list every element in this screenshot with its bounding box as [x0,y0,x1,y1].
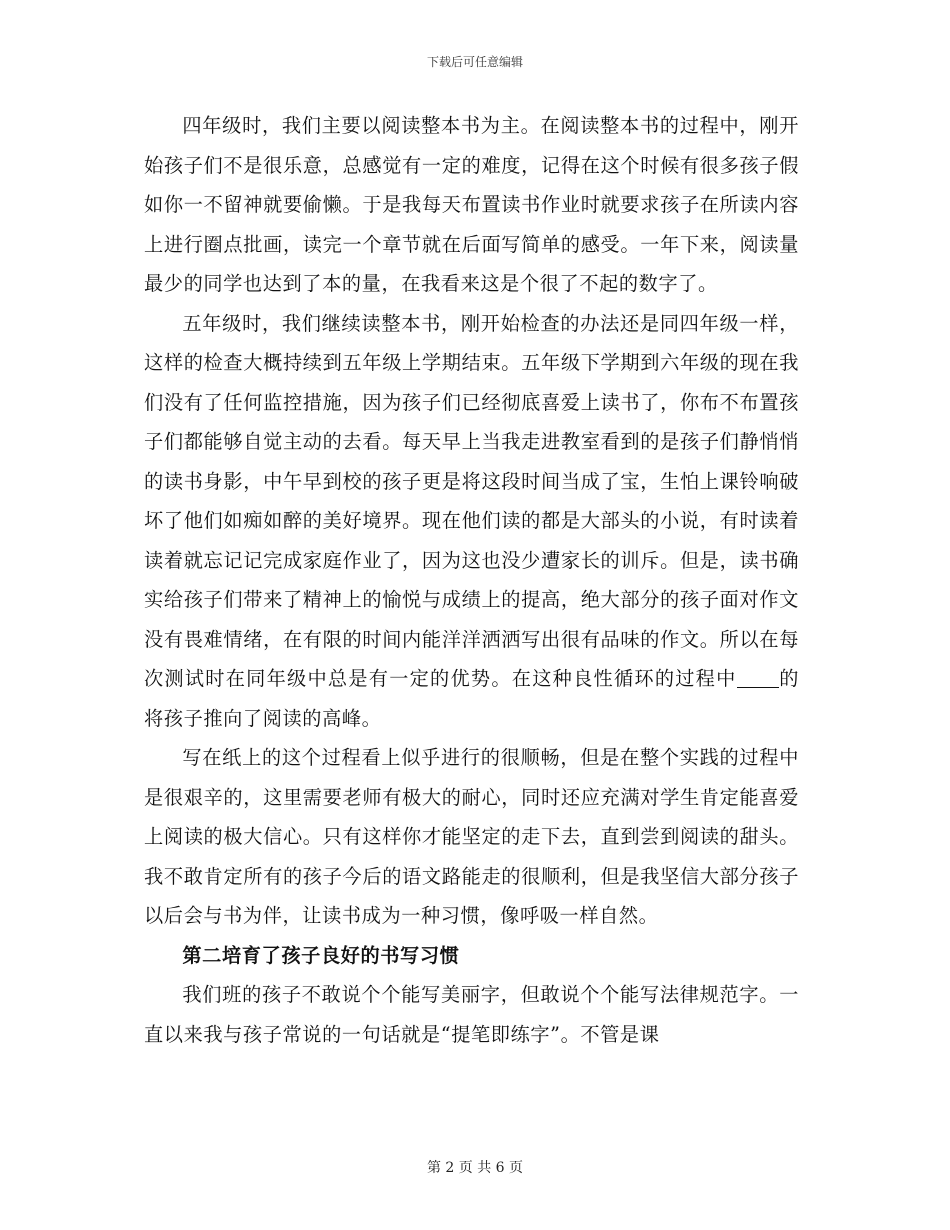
paragraph-handwriting: 我们班的孩子不敢说个个能写美丽字，但敢说个个能写法律规范字。一直以来我与孩子常说的一句话就是“提笔即练字”。不管是课 [144,983,799,1046]
paragraph-grade-five [144,304,799,739]
paragraph-grade-four: 四年级时，我们主要以阅读整本书为主。在阅读整本书的过程中，刚开始孩子们不是很乐意，总感觉有一定的难度，记得在这个时候有很多孩子假如你一不留神就要偷懒。于是我每天布置读书作业时就要求孩子在所读内容上进行圈点批画，读完一个章节就在后面写简单的感受。一年下来，阅读量最少的同学也达到了本的量，在我看来这是个很了不起的数字了。 [144,114,799,295]
paragraph-grade-five-text: 五年级时，我们继续读整本书，刚开始检查的办法还是同四年级一样，这样的检查大概持续到五年级上学期结束。五年级下学期到六年级的现在我们没有了任何监控措施，因为孩子们已经彻底喜爱上读书了，你布不布置孩子们都能够自觉主动的去看。每天早上当我走进教室看到的是孩子们静悄悄的读书身影，中午早到校的孩子更是将这段时间当成了宝，生怕上课铃响破坏了他们如痴如醉的美好境界。现在他们读的都是大部头的小说，有时读着读着就忘记记完成家庭作业了，因为这也没少遭家长的训斥。但是，读书确实给孩子们带来了精神上的愉悦与成绩上的提高，绝大部分的孩子面对作文没有畏难情绪，在有限的时间内能洋洋洒洒写出很有品味的作文。所以在每次测试时在同年级中总是有一定的优势。在这种良性循环的过程中 [144,311,799,690]
paragraph-reflection: 写在纸上的这个过程看上似乎进行的很顺畅，但是在整个实践的过程中是很艰辛的，这里需要老师有极大的耐心，同时还应充满对学生肯定能喜爱上阅读的极大信心。只有这样你才能坚定的走下去，直到尝到阅读的甜头。我不敢肯定所有的孩子今后的语文路能走的很顺利，但是我坚信大部分孩子以后会与书为伴，让读书成为一种习惯，像呼吸一样自然。 [144,746,799,927]
page-header: 下载后可任意编辑 [426,55,523,69]
page-number: 第 2 页 共 6 页 [426,1160,524,1176]
section-heading: 第二培育了孩子良好的书写习惯 [182,943,460,967]
paragraph-grade-five-ending: 的将孩子推向了阅读的高峰。 [144,667,799,730]
fill-in-blank [737,668,779,688]
document-body [144,106,799,1054]
